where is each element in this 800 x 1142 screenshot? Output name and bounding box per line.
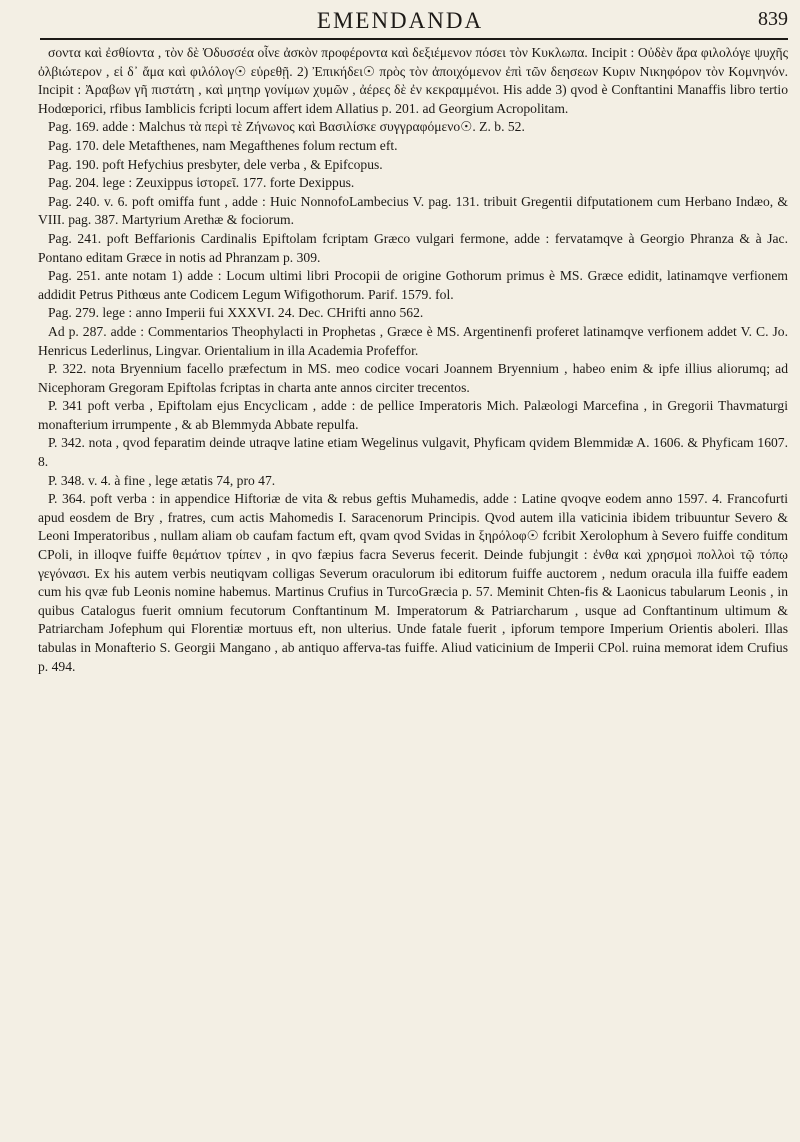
errata-paragraph: Pag. 240. v. 6. poft omiffa funt , adde : Huic NonnofoLambecius V. pag. 131. tribuit Gregentii difputationem cum Herbano Indæo, & VIII. pag. 387. Martyrium Arethæ & fociorum. [38,193,788,228]
errata-paragraph: Pag. 170. dele Metafthenes, nam Megafthenes folum rectum eft. [48,137,398,153]
page-number: 839 [758,8,788,30]
header-rule [40,38,788,40]
page-header [0,0,800,42]
errata-paragraph: Ad p. 287. adde : Commentarios Theophylacti in Prophetas , Græce è MS. Argentinenfi proferet latinamqve verfionem addet V. C. Jo. Henricus Lederlinus, Lingvar. Orientalium in illa Academia Profeffor. [38,323,788,358]
errata-paragraph: Pag. 279. lege : anno Imperii fui XXXVI. 24. Dec. CHrifti anno 562. [48,305,424,321]
errata-paragraph: σοντα καὶ ἐσθίοντα , τὸν δὲ Ὀδυσσέα οἶνε ἀσκὸν προφέροντα καὶ δεξιέμενον πόσει τὸν Κυκλωπα. Incipit : Οὐδὲν ἄρα φιλολόγε ψυχῆς ὀλβιώτερον , εἰ δ᾽ ἄμα καὶ φιλόλογ☉ εὑρεθῇ. 2) Ἐπικήδει☉ πρὸς τὸν ἀποιχόμενον ἐπὶ τῶν δεησεων Κυριν Νικηφόρον τὸν Κομνηνόν. Incipit : Ἀραβων γῆ πιστάτη , καὶ μητηρ γονίμων χυμῶν , ἀέρες δὲ ἐν κεκραμμένοι. His adde 3) qvod è Conftantini Manaffis libro tertio Hodœporici, rfibus Iamblicis fcripti locum affert idem Allatius p. 201. ad Georgium Acropolitam. [38,45,788,116]
errata-paragraph: Pag. 169. adde : Malchus τὰ περὶ τὲ Ζήνωνος καὶ Βασιλίσκε συγγραφόμενο☉. Z. b. 52. [48,119,525,135]
errata-text [38,44,788,676]
errata-paragraph: P. 364. poft verba : in appendice Hiftoriæ de vita & rebus geftis Muhamedis, adde : Latine qvoqve eodem anno 1597. 4. Francofurti apud eosdem de Bry , fratres, cum actis Mahomedis I. Saracenorum Principis. Qvod autem illa vaticinia ibidem tribuuntur Severo & Leoni Imperatoribus , nullam aliam ob caufam factum eft, qvam qvod Svidas in ξηρόλοφ☉ fcribit Xerolophum à Severo fuiffe conditum CPoli, in illoqve fuiffe θεμάτιον τρίπεν , in qvo fæpius facra Severus fecerit. Deinde fubjungit : ἐνθα καὶ χρησμοὶ πολλοὶ τῷ τόπῳ γεγόνασι. Ex his autem verbis neutiqvam colligas Severum oraculorum ibi editorum fuiffe auctorem , nedum oracula illa fuiffe eadem cum his qvæ fub Leonis nomine habemus. Martinus Crufius in TurcoGræcia p. 57. Meminit Chten-fis & Laonicus tabularum Leonis , in quibus Catalogus fuerit omnium fecutorum Conftantinum M. Imperatorum & Patriarcharum , usque ad Conftantinum ultimum & Patriarcham Jofephum qui Florentiæ mortuus eft, non ulterius. Unde fatale fuerit , ipforum tempore Imperium Orientis aboleri. Illas tabulas in Monafterio S. Georgii Mangano , ab antiquo afferva-tas fuiffe. Aliud vaticinium de Imperii CPol. ruina memorat idem Crufius p. 494. [38,491,788,674]
errata-paragraph: P. 341 poft verba , Epiftolam ejus Encyclicam , adde : de pellice Imperatoris Mich. Palæologi Marcefina , in Gregorii Thavmaturgi monafterium irrumpente , & ab Blemmyda Abbate repulfa. [38,398,788,432]
errata-paragraph: P. 348. v. 4. à fine , lege ætatis 74, pro 47. [48,472,276,488]
errata-paragraph: Pag. 251. ante notam 1) adde : Locum ultimi libri Procopii de origine Gothorum primus è MS. Græce edidit, latinamqve verfionem addidit Petrus Pithœus ante Codicem Legum Wifigothorum. Parif. 1579. fol. [38,268,788,302]
errata-paragraph: P. 322. nota Bryennium facello præfectum in MS. meo codice vocari Joannem Bryennium , habeo enim & ipfe illius aliorumq; ad Nicephoram Gregoram Epiftolas fcriptas in charta ante annos circiter trecentos. [38,361,788,395]
running-head: EMENDANDA [316,8,484,33]
errata-paragraph: Pag. 241. poft Beffarionis Cardinalis Epiftolam fcriptam Græco vulgari fermone, adde : fervatamqve à Georgio Phranza & à Jac. Pontano editam Græce in notis ad Phranzam p. 309. [38,230,788,265]
errata-paragraph: P. 342. nota , qvod feparatim deinde utraqve latine etiam Wegelinus vulgavit, Phyficam qvidem Blemmidæ A. 1606. & Phyficam 1607. 8. [38,435,788,470]
errata-paragraph: Pag. 204. lege : Zeuxippus ἱστορεῖ. 177. forte Dexippus. [48,175,355,191]
errata-paragraph: Pag. 190. poft Hefychius presbyter, dele verba , & Epifcopus. [48,156,383,172]
